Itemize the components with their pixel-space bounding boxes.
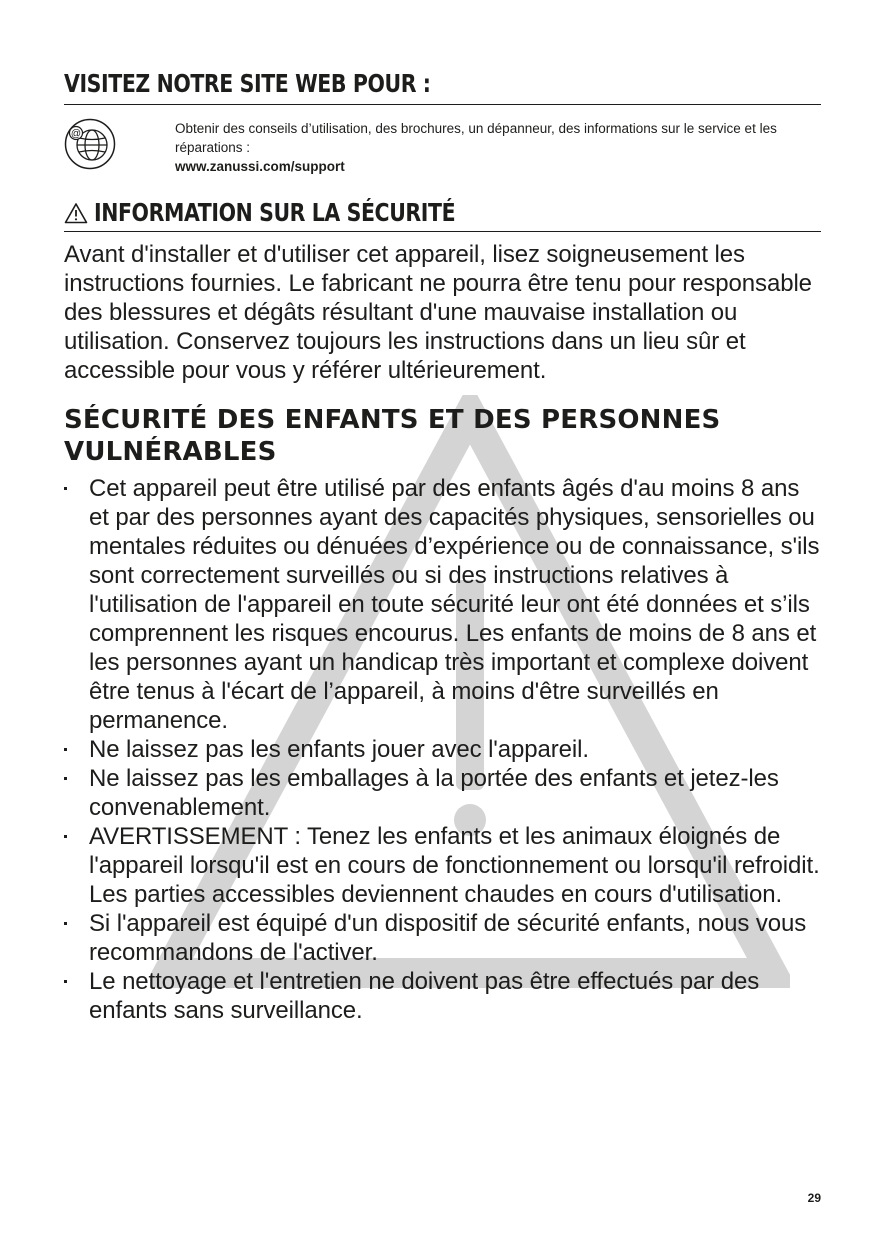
list-item: Cet appareil peut être utilisé par des enfants âgés d'au moins 8 ans et par des personnes ayant des capacités physiques, sensorielles ou mentales réduites ou dénuées d’expérience ou de connaissance, s'ils sont correctement surveillés ou si des instructions relatives à l'utilisation de l'appareil en toute sécurité leur ont été données et s’ils comprennent les risques encourus. Les enfants de moins de 8 ans et les personnes ayant un handicap très important et complexe doivent être tenus à l'écart de l’appareil, à moins d'être surveillés en permanence. — [64, 474, 821, 735]
svg-text:@: @ — [70, 128, 82, 140]
children-safety-list — [64, 474, 821, 1025]
bullet — [64, 980, 67, 983]
list-item: AVERTISSEMENT : Tenez les enfants et les animaux éloignés de l'appareil lorsqu'il est en cours de fonctionnement ou lorsqu'il refroidit. Les parties accessibles deviennent chaudes en cours d'utilisation. — [64, 822, 821, 909]
children-safety-heading: SÉCURITÉ DES ENFANTS ET DES PERSONNES VULNÉRABLES — [64, 405, 721, 467]
bullet — [64, 487, 67, 490]
safety-intro: Avant d'installer et d'utiliser cet appareil, lisez soigneusement les instructions fournies. Le fabricant ne pourra être tenu pour responsable des blessures et dégâts résultant d'une mauvaise installation ou utilisation. Conservez toujours les instructions dans un lieu sûr et accessible pour vous y référer ultérieurement. — [64, 241, 812, 384]
support-description: Obtenir des conseils d’utilisation, des brochures, un dépanneur, des informations sur le service et les réparations : — [175, 121, 777, 155]
bullet — [64, 777, 67, 780]
divider — [64, 104, 821, 105]
safety-heading-text: INFORMATION SUR LA SÉCURITÉ — [94, 198, 456, 227]
website-heading: VISITEZ NOTRE SITE WEB POUR : — [64, 69, 431, 98]
list-item: Le nettoyage et l'entretien ne doivent pas être effectués par des enfants sans surveillance. — [64, 967, 821, 1025]
bullet — [64, 922, 67, 925]
list-item: Si l'appareil est équipé d'un dispositif de sécurité enfants, nous vous recommandons de l'activer. — [64, 909, 821, 967]
warning-triangle-icon — [64, 202, 88, 224]
support-link[interactable]: www.zanussi.com/support — [175, 159, 345, 174]
bullet — [64, 748, 67, 751]
safety-heading — [64, 195, 534, 231]
globe-at-icon — [64, 118, 116, 170]
divider — [64, 231, 821, 232]
list-item: Ne laissez pas les emballages à la portée des enfants et jetez-les convenablement. — [64, 764, 821, 822]
bullet — [64, 835, 67, 838]
manual-page — [64, 0, 821, 1241]
page-number: 29 — [807, 1191, 821, 1205]
list-item: Ne laissez pas les enfants jouer avec l'appareil. — [64, 735, 821, 764]
